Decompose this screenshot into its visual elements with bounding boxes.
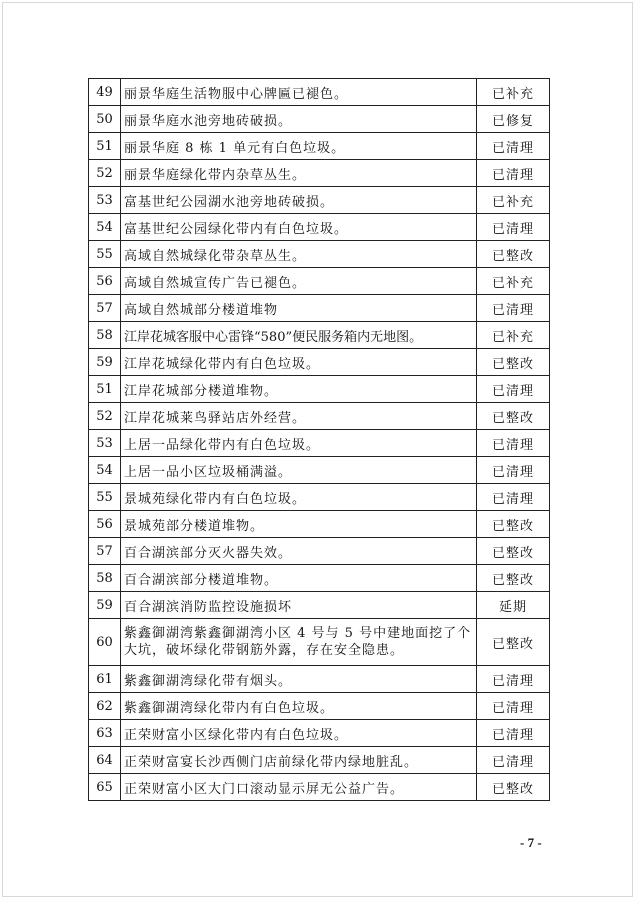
table-row: [89, 322, 550, 349]
row-status: 已清理: [477, 376, 550, 403]
row-description: 高域自然城绿化带杂草丛生。: [121, 241, 477, 268]
row-status: 已整改: [477, 619, 550, 666]
row-status: 已补充: [477, 268, 550, 295]
table-row: [89, 511, 550, 538]
row-status: 已整改: [477, 774, 550, 801]
row-description: 丽景华庭水池旁地砖破损。: [121, 106, 477, 133]
row-status: 已清理: [477, 133, 550, 160]
row-description: 江岸花城绿化带内有白色垃圾。: [121, 349, 477, 376]
row-status: 已清理: [477, 484, 550, 511]
row-description: 紫鑫御湖湾绿化带有烟头。: [121, 666, 477, 693]
row-number: 58: [89, 322, 121, 349]
row-number: 58: [89, 565, 121, 592]
table-row: [89, 457, 550, 484]
row-description: 紫鑫御湖湾绿化带内有白色垃圾。: [121, 693, 477, 720]
row-status: 已清理: [477, 214, 550, 241]
row-status: 已整改: [477, 538, 550, 565]
row-number: 64: [89, 747, 121, 774]
row-description: 江岸花城部分楼道堆物。: [121, 376, 477, 403]
row-description: 富基世纪公园绿化带内有白色垃圾。: [121, 214, 477, 241]
row-status: 已补充: [477, 322, 550, 349]
row-description: 上居一品小区垃圾桶满溢。: [121, 457, 477, 484]
row-description: 正荣财富小区绿化带内有白色垃圾。: [121, 720, 477, 747]
issue-table-body: [89, 79, 550, 801]
row-number: 52: [89, 160, 121, 187]
table-row: [89, 693, 550, 720]
row-description: 景城苑部分楼道堆物。: [121, 511, 477, 538]
row-description: 富基世纪公园湖水池旁地砖破损。: [121, 187, 477, 214]
row-number: 56: [89, 268, 121, 295]
row-description: 正荣财富宴长沙西侧门店前绿化带内绿地脏乱。: [121, 747, 477, 774]
table-row: [89, 268, 550, 295]
row-number: 57: [89, 538, 121, 565]
table-row: [89, 214, 550, 241]
row-status: 已清理: [477, 430, 550, 457]
row-number: 59: [89, 592, 121, 619]
table-row: [89, 403, 550, 430]
row-status: 已整改: [477, 241, 550, 268]
row-status: 已清理: [477, 160, 550, 187]
table-row: [89, 349, 550, 376]
row-number: 56: [89, 511, 121, 538]
table-row: [89, 747, 550, 774]
table-row: [89, 720, 550, 747]
row-description: 紫鑫御湖湾紫鑫御湖湾小区 4 号与 5 号中建地面挖了个大坑，破坏绿化带钢筋外露，存在安全隐患。: [121, 619, 477, 666]
row-status: 已补充: [477, 187, 550, 214]
row-status: 已清理: [477, 720, 550, 747]
table-row: [89, 187, 550, 214]
row-number: 62: [89, 693, 121, 720]
row-status: 已修复: [477, 106, 550, 133]
row-status: 已补充: [477, 79, 550, 106]
row-number: 54: [89, 457, 121, 484]
row-description: 百合湖滨部分楼道堆物。: [121, 565, 477, 592]
row-number: 59: [89, 349, 121, 376]
table-row: [89, 592, 550, 619]
table-row: [89, 106, 550, 133]
table-row: [89, 133, 550, 160]
row-status: 延期: [477, 592, 550, 619]
table-row: [89, 774, 550, 801]
row-number: 53: [89, 430, 121, 457]
page-number: - 7 -: [520, 835, 542, 850]
row-status: 已整改: [477, 349, 550, 376]
row-number: 57: [89, 295, 121, 322]
row-status: 已整改: [477, 403, 550, 430]
row-number: 63: [89, 720, 121, 747]
row-description: 丽景华庭生活物服中心牌匾已褪色。: [121, 79, 477, 106]
row-description: 江岸花城客服中心雷锋“580”便民服务箱内无地图。: [121, 322, 477, 349]
table-row: [89, 666, 550, 693]
row-description: 正荣财富小区大门口滚动显示屏无公益广告。: [121, 774, 477, 801]
table-row: [89, 79, 550, 106]
row-description: 丽景华庭 8 栋 1 单元有白色垃圾。: [121, 133, 477, 160]
row-description: 高域自然城部分楼道堆物: [121, 295, 477, 322]
row-description: 百合湖滨部分灭火器失效。: [121, 538, 477, 565]
row-number: 65: [89, 774, 121, 801]
row-status: 已清理: [477, 693, 550, 720]
row-description: 上居一品绿化带内有白色垃圾。: [121, 430, 477, 457]
row-number: 54: [89, 214, 121, 241]
row-status: 已清理: [477, 747, 550, 774]
row-status: 已清理: [477, 457, 550, 484]
table-row: [89, 430, 550, 457]
row-number: 49: [89, 79, 121, 106]
row-number: 55: [89, 484, 121, 511]
row-description: 江岸花城莱鸟驿站店外经营。: [121, 403, 477, 430]
table-row: [89, 160, 550, 187]
row-description: 百合湖滨消防监控设施损坏: [121, 592, 477, 619]
row-number: 50: [89, 106, 121, 133]
row-status: 已整改: [477, 565, 550, 592]
table-row: [89, 241, 550, 268]
row-number: 55: [89, 241, 121, 268]
row-number: 51: [89, 133, 121, 160]
row-number: 61: [89, 666, 121, 693]
row-number: 53: [89, 187, 121, 214]
row-description: 高域自然城宣传广告已褪色。: [121, 268, 477, 295]
table-row: [89, 376, 550, 403]
table-row: [89, 538, 550, 565]
issue-table: [88, 78, 550, 801]
row-number: 60: [89, 619, 121, 666]
row-status: 已清理: [477, 295, 550, 322]
row-description: 丽景华庭绿化带内杂草丛生。: [121, 160, 477, 187]
table-row: [89, 295, 550, 322]
row-number: 51: [89, 376, 121, 403]
row-number: 52: [89, 403, 121, 430]
row-status: 已整改: [477, 511, 550, 538]
row-status: 已清理: [477, 666, 550, 693]
table-row: [89, 619, 550, 666]
row-description: 景城苑绿化带内有白色垃圾。: [121, 484, 477, 511]
table-row: [89, 484, 550, 511]
table-row: [89, 565, 550, 592]
